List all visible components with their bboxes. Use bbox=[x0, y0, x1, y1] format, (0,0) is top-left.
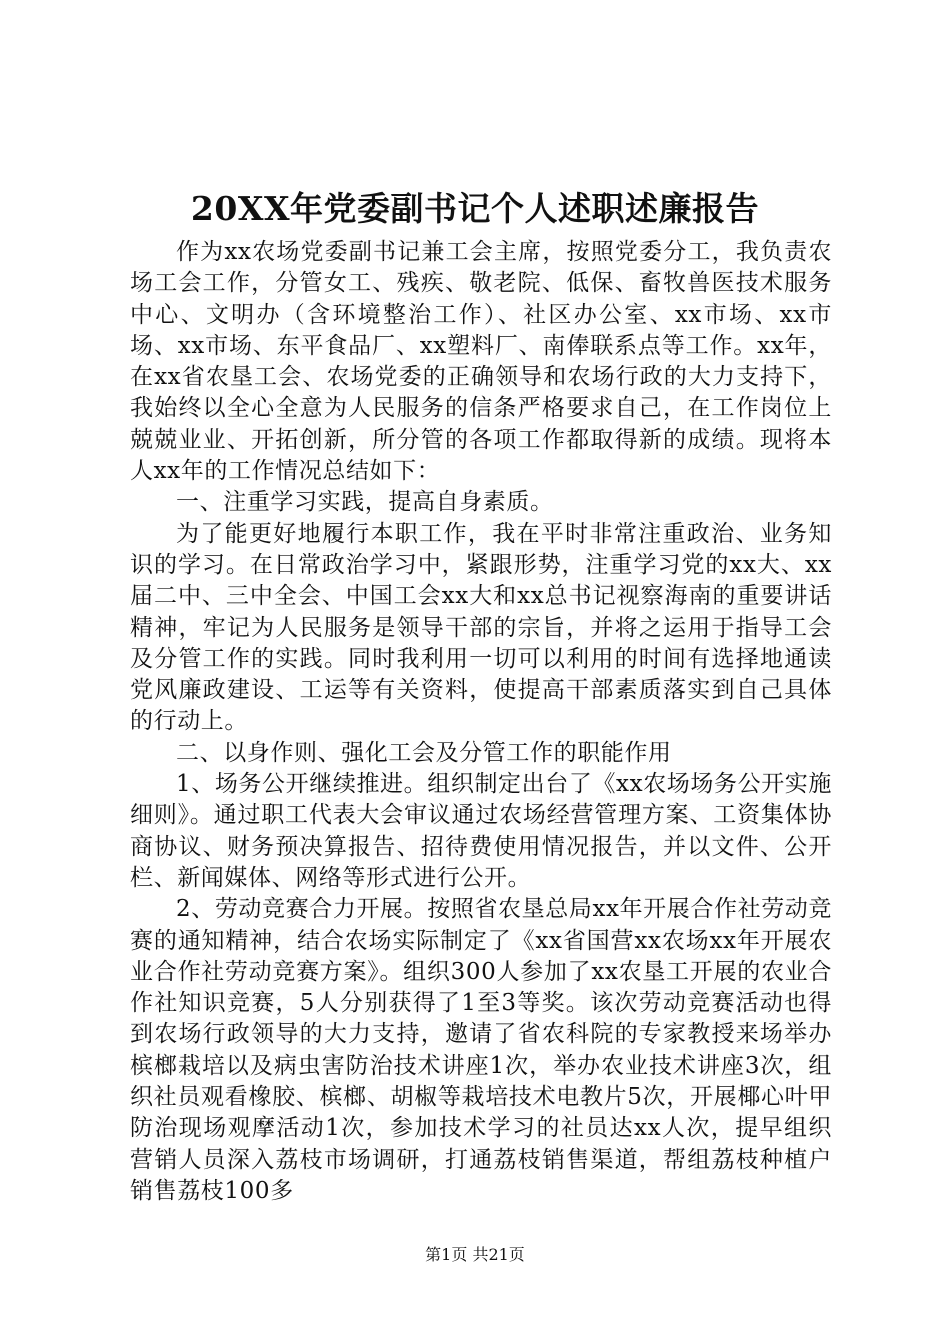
page-number: 第1页 共21页 bbox=[425, 1245, 525, 1264]
paragraph-study: 为了能更好地履行本职工作，我在平时非常注重政治、业务知识的学习。在日常政治学习中，紧跟形势，注重学习党的xx大、xx届二中、三中全会、中国工会xx大和xx总书记视察海南的重要讲话精神，牢记为人民服务是领导干部的宗旨，并将之运用于指导工会及分管工作的实践。同时我利用一切可以利用的时间有选择地通读党风廉政建设、工运等有关资料，使提高干部素质落实到自己具体的行动上。 bbox=[130, 520, 833, 735]
paragraph-affairs-disclosure: 1、场务公开继续推进。组织制定出台了《xx农场场务公开实施细则》。通过职工代表大会审议通过农场经营管理方案、工资集体协商协议、财务预决算报告、招待费使用情况报告，并以文件、公开栏、新闻媒体、网络等形式进行公开。 bbox=[130, 771, 832, 891]
document-title: 20XX年党委副书记个人述职述廉报告 bbox=[190, 189, 760, 228]
document-body bbox=[130, 237, 832, 1207]
section-heading-2: 二、以身作则、强化工会及分管工作的职能作用 bbox=[176, 739, 672, 766]
paragraph-labor-competition: 2、劳动竞赛合力开展。按照省农垦总局xx年开展合作社劳动竞赛的通知精神，结合农场实际制定了《xx省国营xx农场xx年开展农业合作社劳动竞赛方案》。组织300人参加了xx农垦工开展的农业合作社知识竞赛，5人分别获得了1至3等奖。该次劳动竞赛活动也得到农场行政领导的大力支持，邀请了省农科院的专家教授来场举办槟榔栽培以及病虫害防治技术讲座1次，举办农业技术讲座3次，组织社员观看橡胶、槟榔、胡椒等栽培技术电教片5次，开展椰心叶甲防治现场观摩活动1次，参加技术学习的社员达xx人次，提早组织营销人员深入荔枝市场调研，打通荔枝销售渠道，帮组荔枝种植户销售荔枝100多 bbox=[130, 896, 832, 1204]
paragraph-intro: 作为xx农场党委副书记兼工会主席，按照党委分工，我负责农场工会工作，分管女工、残疾、敬老院、低保、畜牧兽医技术服务中心、文明办（含环境整治工作）、社区办公室、xx市场、xx市场、xx市场、东平食品厂、xx塑料厂、南俸联系点等工作。xx年，在xx省农垦工会、农场党委的正确领导和农场行政的大力支持下，我始终以全心全意为人民服务的信条严格要求自己，在工作岗位上兢兢业业、开拓创新，所分管的各项工作都取得新的成绩。现将本人xx年的工作情况总结如下： bbox=[130, 239, 832, 485]
section-heading-1: 一、注重学习实践，提高自身素质。 bbox=[176, 489, 554, 516]
